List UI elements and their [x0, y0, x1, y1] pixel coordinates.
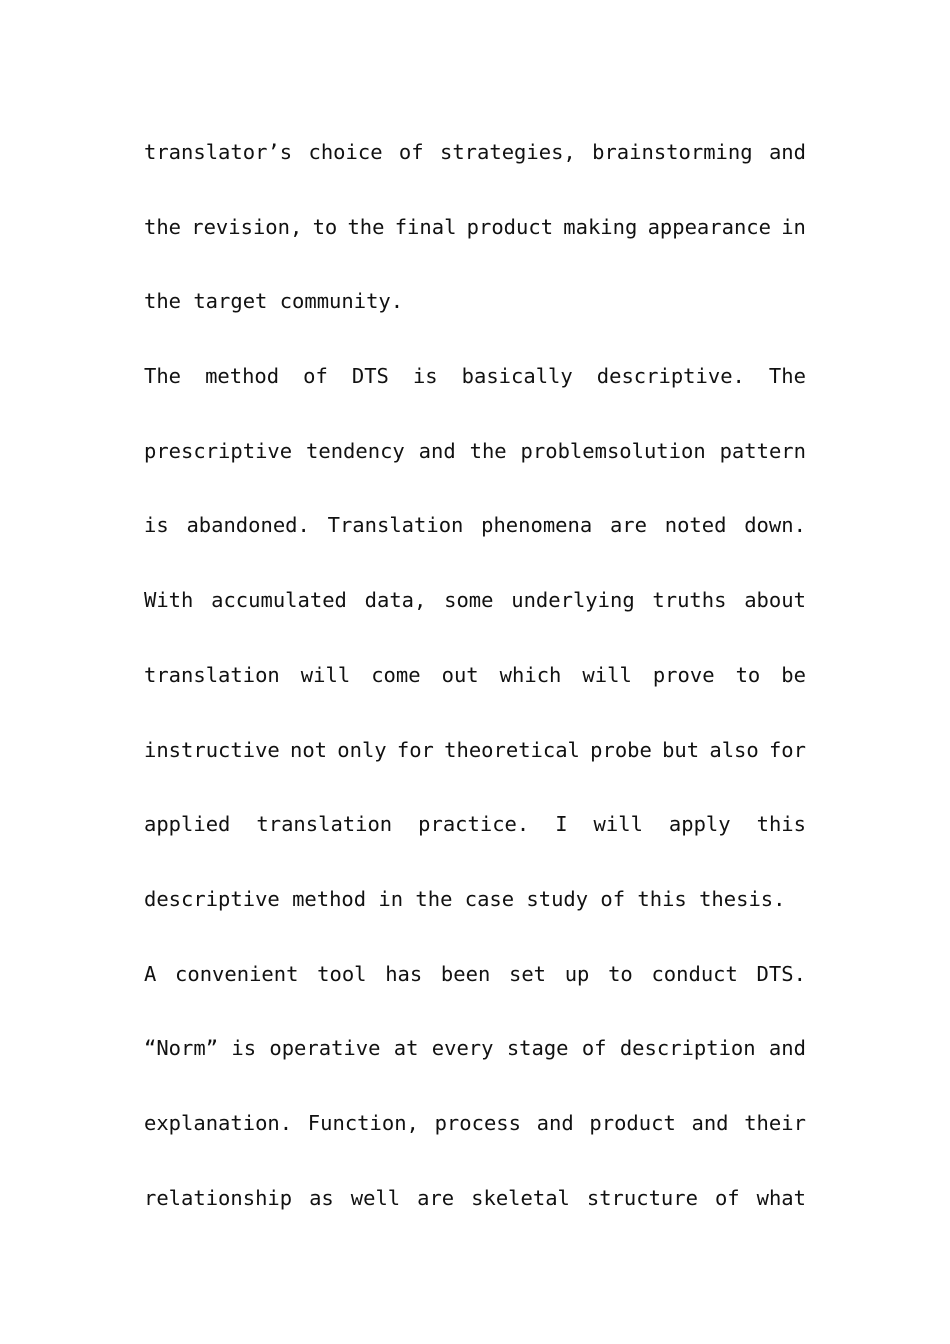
word: phenomena	[481, 513, 593, 538]
word: will	[593, 812, 643, 837]
text-line	[144, 500, 806, 575]
word: prescriptive	[144, 438, 293, 463]
word: making	[563, 214, 638, 239]
word: every	[431, 1036, 494, 1061]
word: which	[499, 662, 562, 687]
word: product	[589, 1110, 676, 1135]
word: out	[441, 662, 479, 687]
word: not	[290, 737, 328, 762]
word: structure	[586, 1185, 698, 1210]
word: explanation.	[144, 1110, 293, 1135]
word: of	[581, 1036, 607, 1061]
word: conduct	[651, 961, 738, 986]
word: of	[714, 1185, 740, 1210]
word: accumulated	[211, 588, 347, 613]
word: to	[312, 214, 338, 239]
word: revision,	[191, 214, 303, 239]
word: translation	[144, 662, 280, 687]
word: to	[735, 662, 761, 687]
text-line	[144, 799, 806, 874]
word: down.	[744, 513, 806, 538]
word: The	[144, 364, 182, 389]
word: in	[781, 214, 806, 239]
word: brainstorming	[592, 140, 753, 164]
word: tool	[317, 961, 367, 986]
word: With	[144, 588, 194, 613]
text-line	[144, 1173, 806, 1248]
text-line	[144, 725, 806, 800]
word: strategies,	[439, 140, 576, 164]
word: descriptive.	[596, 364, 745, 389]
word: up	[564, 961, 590, 986]
word: what	[756, 1185, 806, 1210]
document-body	[144, 127, 806, 1247]
word: are	[609, 513, 647, 538]
word: and	[768, 1036, 806, 1061]
word: relationship	[144, 1185, 293, 1210]
word: the	[415, 886, 453, 911]
word: “Norm”	[144, 1036, 219, 1061]
word: stage	[506, 1036, 569, 1061]
text-line	[144, 127, 806, 202]
word: method	[205, 364, 280, 389]
word: choice	[308, 140, 383, 164]
text-line	[144, 575, 806, 650]
word: for	[768, 737, 806, 762]
word: of	[398, 140, 424, 164]
word: some	[444, 588, 494, 613]
word: is	[231, 1036, 257, 1061]
word: the	[144, 214, 182, 239]
word: only	[337, 737, 387, 762]
word: The	[768, 364, 806, 389]
word: descriptive	[144, 886, 280, 911]
word: community.	[279, 289, 404, 314]
word: will	[300, 662, 351, 687]
word: and	[691, 1110, 729, 1135]
word: method	[292, 886, 367, 911]
word: case	[464, 886, 515, 911]
word: will	[582, 662, 632, 687]
word: at	[393, 1036, 419, 1061]
word: convenient	[175, 961, 299, 986]
word: A	[144, 961, 157, 986]
word: process	[434, 1110, 521, 1135]
word: in	[378, 886, 404, 911]
word: pattern	[719, 438, 806, 463]
word: tendency	[306, 438, 405, 463]
word: practice.	[418, 812, 530, 837]
word: to	[608, 961, 633, 986]
word: problemsolution	[520, 438, 706, 463]
word: product	[466, 214, 554, 239]
word: for	[396, 737, 434, 762]
word: has	[385, 961, 423, 986]
word: the	[144, 289, 182, 314]
word: skeletal	[471, 1185, 570, 1210]
text-line	[144, 276, 806, 351]
word: of	[303, 364, 328, 389]
word: this	[756, 812, 806, 837]
word: and	[768, 140, 806, 164]
word: applied	[144, 812, 231, 837]
text-line	[144, 650, 806, 725]
word: the	[469, 438, 507, 463]
text-line	[144, 351, 806, 426]
word: I	[555, 812, 568, 837]
word: description	[619, 1036, 756, 1061]
word: is	[412, 364, 438, 389]
word: set	[508, 961, 547, 986]
word: appearance	[647, 214, 771, 239]
word: final	[394, 214, 457, 239]
word: noted	[664, 513, 727, 538]
text-line	[144, 202, 806, 277]
word: of	[600, 886, 626, 911]
word: about	[744, 588, 806, 613]
word: and	[418, 438, 456, 463]
word: prove	[652, 662, 715, 687]
word: operative	[269, 1036, 381, 1061]
word: be	[781, 662, 806, 687]
text-line	[144, 949, 806, 1024]
word: abandoned.	[186, 513, 310, 538]
text-line	[144, 1023, 806, 1098]
text-line	[144, 1098, 806, 1173]
word: apply	[668, 812, 731, 837]
word: well	[350, 1185, 401, 1210]
word: underlying	[511, 588, 635, 613]
word: the	[347, 214, 385, 239]
word: but	[662, 737, 700, 762]
word: and	[536, 1110, 574, 1135]
word: target	[193, 289, 268, 314]
word: as	[309, 1185, 334, 1210]
word: been	[440, 961, 491, 986]
word: thesis.	[699, 886, 786, 911]
word: translator’s	[144, 140, 293, 164]
word: this	[637, 886, 687, 911]
word: theoretical	[444, 737, 580, 762]
word: DTS.	[756, 961, 806, 986]
word: their	[744, 1110, 806, 1135]
word: Translation	[327, 513, 464, 538]
word: data,	[364, 588, 427, 613]
word: truths	[652, 588, 727, 613]
text-line	[144, 426, 806, 501]
word: come	[371, 662, 421, 687]
word: probe	[590, 737, 652, 762]
word: basically	[461, 364, 573, 389]
word: translation	[256, 812, 393, 837]
word: DTS	[351, 364, 389, 389]
word: is	[144, 513, 169, 538]
word: also	[709, 737, 759, 762]
word: instructive	[144, 737, 280, 762]
word: Function,	[307, 1110, 419, 1135]
word: are	[417, 1185, 455, 1210]
text-line	[144, 874, 806, 949]
word: study	[526, 886, 589, 911]
